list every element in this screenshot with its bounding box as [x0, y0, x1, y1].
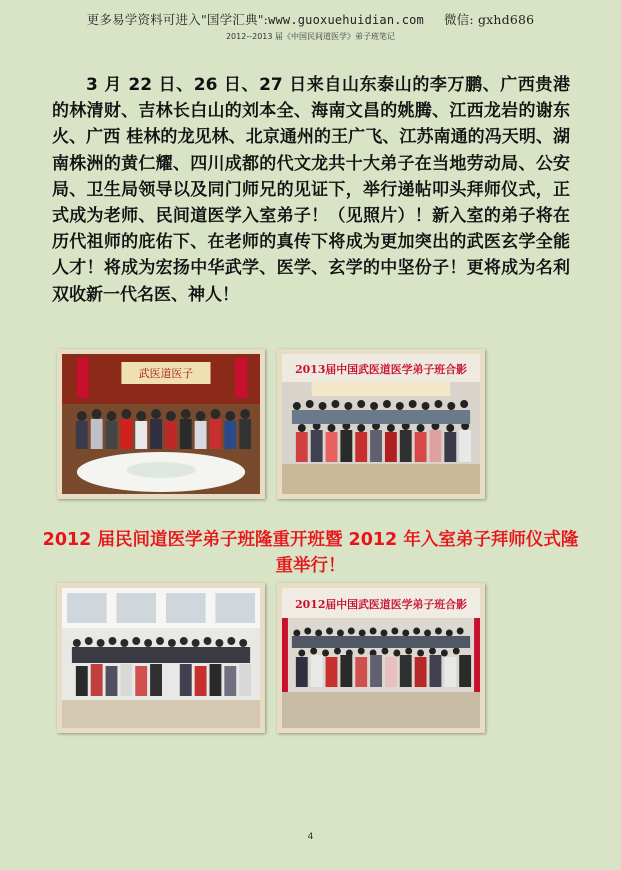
photo-2013-class-image	[282, 354, 480, 494]
photo-banner-text: 2012届中国武医道医学弟子班合影	[295, 597, 467, 612]
photo-2012-opening-image	[62, 588, 260, 728]
photo-banner-text: 武医道医子	[138, 366, 194, 381]
photo-2012-opening	[57, 583, 265, 733]
photo-2012-class-image	[282, 588, 480, 728]
page-number: 4	[307, 832, 314, 842]
photo-2013-class	[277, 349, 485, 499]
banner-prefix: 更多易学资料可进入"国学汇典":	[86, 12, 269, 27]
photo-banquet-image	[62, 354, 260, 494]
photo-banquet-group	[57, 349, 265, 499]
body-paragraph: 3 月 22 日、26 日、27 日来自山东泰山的李万鹏、广西贵港的林清财、吉林长白山的刘本全、海南文昌的姚腾、江西龙岩的谢东火、广西 桂林的龙见林、北京通州的王广飞、江苏南通的冯天明、湖南株洲的黄仁耀、四川成都的代文龙共十大弟子在当地劳动局、公安局、卫生局领导以及同门师兄的见证下，举行递帖叩头拜师仪式，正式成为老师、民间道医学入室弟子！（见照片）！新入室的弟子将在历代祖师的庇佑下、在老师的真传下将成为更加突出的武医玄学全能 人才！将成为宏扬中华武学、医学、玄学的中坚份子！更将成为名利双收新一代名医、神人！	[52, 75, 570, 305]
banner-site-link[interactable]: www.guoxuehuidian.com	[268, 13, 424, 27]
banner-wechat: 微信: gxhd686	[443, 12, 535, 27]
photo-2012-class	[277, 583, 485, 733]
running-header: 2012--2013 届《中国民间道医学》弟子班笔记	[225, 32, 396, 41]
event-headline: 2012 届民间道医学弟子班隆重开班暨 2012 年入室弟子拜师仪式隆重举行！	[42, 530, 579, 576]
top-banner	[0, 10, 621, 28]
photo-banner-text: 2013届中国武医道医学弟子班合影	[295, 362, 467, 377]
